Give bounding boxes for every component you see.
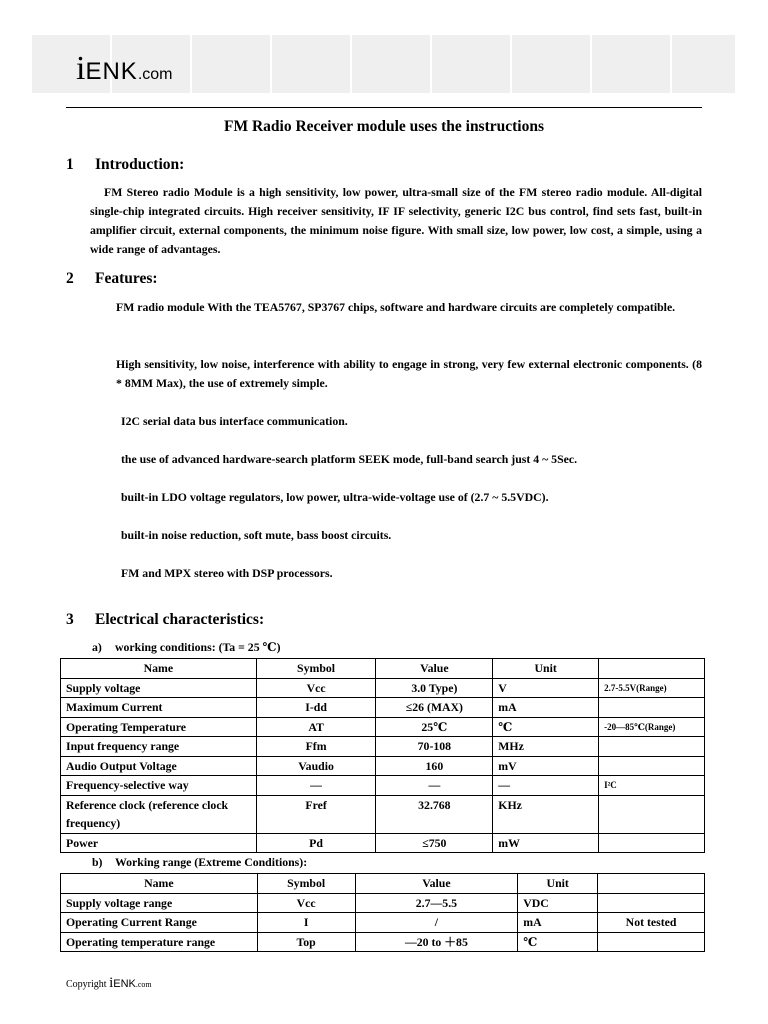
cell-note: I²C bbox=[599, 776, 705, 796]
cell-note: Not tested bbox=[598, 913, 705, 933]
section-number: 2 bbox=[66, 270, 74, 287]
cell-unit: KHz bbox=[493, 795, 599, 833]
cell-symbol: Top bbox=[257, 932, 355, 952]
cell-symbol: Vcc bbox=[256, 678, 376, 698]
cell-value: 160 bbox=[376, 756, 493, 776]
table-row bbox=[61, 833, 705, 853]
section-number: 3 bbox=[66, 611, 74, 628]
cell-symbol: I-dd bbox=[256, 698, 376, 718]
cell-symbol: AT bbox=[256, 717, 376, 737]
table-row bbox=[61, 678, 705, 698]
logo-enk: ENK bbox=[85, 58, 138, 85]
cell-unit: mV bbox=[493, 756, 599, 776]
caption-text: working conditions: (Ta = 25 ℃) bbox=[115, 640, 281, 654]
copyright-prefix: Copyright bbox=[66, 979, 110, 990]
footer-logo-com: .com bbox=[135, 980, 152, 989]
cell-unit: V bbox=[493, 678, 599, 698]
cell-note bbox=[599, 698, 705, 718]
cell-name: Audio Output Voltage bbox=[61, 756, 257, 776]
cell-value: 3.0 Type) bbox=[376, 678, 493, 698]
cell-value: 70-108 bbox=[376, 737, 493, 757]
logo-com: .com bbox=[137, 66, 173, 83]
column-header: Symbol bbox=[257, 874, 355, 894]
document-title: FM Radio Receiver module uses the instructions bbox=[223, 118, 545, 135]
column-header: Value bbox=[376, 659, 493, 679]
section-features-heading bbox=[66, 270, 158, 288]
caption-letter: b) bbox=[92, 855, 103, 869]
column-header: Unit bbox=[493, 659, 599, 679]
site-logo bbox=[76, 50, 172, 88]
table-b-caption bbox=[92, 855, 307, 870]
section-title: Electrical characteristics: bbox=[95, 611, 265, 628]
table-row bbox=[61, 776, 705, 796]
column-header bbox=[599, 659, 705, 679]
table-row bbox=[61, 737, 705, 757]
table-row bbox=[61, 795, 705, 833]
footer-logo-enk: ENK bbox=[113, 978, 136, 990]
column-header: Value bbox=[355, 874, 518, 894]
column-header: Unit bbox=[518, 874, 598, 894]
cell-symbol: Ffm bbox=[256, 737, 376, 757]
cell-value: 32.768 bbox=[376, 795, 493, 833]
working-conditions-table bbox=[60, 658, 705, 853]
footer-logo-i: i bbox=[109, 975, 114, 991]
cell-name: Supply voltage bbox=[61, 678, 257, 698]
column-header: Symbol bbox=[256, 659, 376, 679]
table-row bbox=[61, 932, 705, 952]
table-a-caption bbox=[92, 640, 281, 655]
table-row bbox=[61, 698, 705, 718]
working-range-table bbox=[60, 873, 705, 952]
cell-name: Operating Temperature bbox=[61, 717, 257, 737]
section-title: Features: bbox=[95, 270, 158, 287]
section-intro-heading bbox=[66, 156, 184, 174]
header-rule bbox=[66, 107, 702, 108]
caption-letter: a) bbox=[92, 640, 102, 654]
cell-unit: mA bbox=[493, 698, 599, 718]
cell-name: Reference clock (reference clock frequency) bbox=[61, 795, 257, 833]
feature-item: I2C serial data bus interface communication. bbox=[121, 414, 348, 428]
table-header-row bbox=[61, 874, 705, 894]
cell-value: 2.7—5.5 bbox=[355, 893, 518, 913]
section-title: Introduction: bbox=[95, 156, 185, 173]
cell-unit: — bbox=[493, 776, 599, 796]
copyright-footer bbox=[66, 975, 152, 992]
table-header-row bbox=[61, 659, 705, 679]
feature-item: FM and MPX stereo with DSP processors. bbox=[121, 566, 333, 580]
cell-note bbox=[598, 893, 705, 913]
table-row bbox=[61, 893, 705, 913]
cell-name: Input frequency range bbox=[61, 737, 257, 757]
column-header: Name bbox=[61, 874, 258, 894]
cell-name: Power bbox=[61, 833, 257, 853]
cell-unit: ℃ bbox=[518, 932, 598, 952]
cell-symbol: Pd bbox=[256, 833, 376, 853]
cell-symbol: Vcc bbox=[257, 893, 355, 913]
cell-value: —20 to ＋85 bbox=[355, 932, 518, 952]
cell-note bbox=[599, 833, 705, 853]
cell-unit: ℃ bbox=[493, 717, 599, 737]
cell-value: / bbox=[355, 913, 518, 933]
section-electrical-heading bbox=[66, 611, 264, 629]
feature-item: built-in noise reduction, soft mute, bass boost circuits. bbox=[121, 528, 392, 542]
cell-name: Operating temperature range bbox=[61, 932, 258, 952]
column-header: Name bbox=[61, 659, 257, 679]
cell-note bbox=[599, 756, 705, 776]
cell-symbol: I bbox=[257, 913, 355, 933]
cell-symbol: — bbox=[256, 776, 376, 796]
cell-unit: mA bbox=[518, 913, 598, 933]
cell-symbol: Fref bbox=[256, 795, 376, 833]
cell-unit: VDC bbox=[518, 893, 598, 913]
cell-note bbox=[599, 795, 705, 833]
cell-name: Frequency-selective way bbox=[61, 776, 257, 796]
cell-value: ≤26 (MAX) bbox=[376, 698, 493, 718]
cell-note: 2.7-5.5V(Range) bbox=[599, 678, 705, 698]
cell-value: ≤750 bbox=[376, 833, 493, 853]
caption-text: Working range (Extreme Conditions): bbox=[115, 855, 308, 869]
cell-note bbox=[599, 737, 705, 757]
cell-unit: mW bbox=[493, 833, 599, 853]
cell-name: Supply voltage range bbox=[61, 893, 258, 913]
feature-item: built-in LDO voltage regulators, low power, ultra-wide-voltage use of (2.7 ~ 5.5VDC). bbox=[121, 490, 549, 504]
table-row bbox=[61, 913, 705, 933]
cell-note bbox=[598, 932, 705, 952]
logo-i: i bbox=[76, 50, 86, 87]
feature-item: FM radio module With the TEA5767, SP3767 chips, software and hardware circuits are completely compatible. bbox=[116, 300, 676, 314]
table-row bbox=[61, 756, 705, 776]
cell-symbol: Vaudio bbox=[256, 756, 376, 776]
feature-item: High sensitivity, low noise, interference with ability to engage in strong, very few external electronic components. (8 * 8MM Max), the use of extremely simple. bbox=[116, 357, 702, 390]
cell-value: 25℃ bbox=[376, 717, 493, 737]
cell-unit: MHz bbox=[493, 737, 599, 757]
cell-note: -20—85℃(Range) bbox=[599, 717, 705, 737]
cell-name: Operating Current Range bbox=[61, 913, 258, 933]
cell-name: Maximum Current bbox=[61, 698, 257, 718]
section-number: 1 bbox=[66, 156, 74, 173]
intro-paragraph: FM Stereo radio Module is a high sensitivity, low power, ultra-small size of the FM stereo radio module. All-digital single-chip integrated circuits. High receiver sensitivity, IF IF selectivity, generic I2C bus control, find sets fast, built-in amplifier circuit, external components, the minimum noise figure. With small size, low power, low cost, a simple, using a wide range of advantages. bbox=[90, 185, 702, 256]
feature-item: the use of advanced hardware-search platform SEEK mode, full-band search just 4 ~ 5Sec. bbox=[121, 452, 578, 466]
cell-value: — bbox=[376, 776, 493, 796]
column-header bbox=[598, 874, 705, 894]
table-row bbox=[61, 717, 705, 737]
